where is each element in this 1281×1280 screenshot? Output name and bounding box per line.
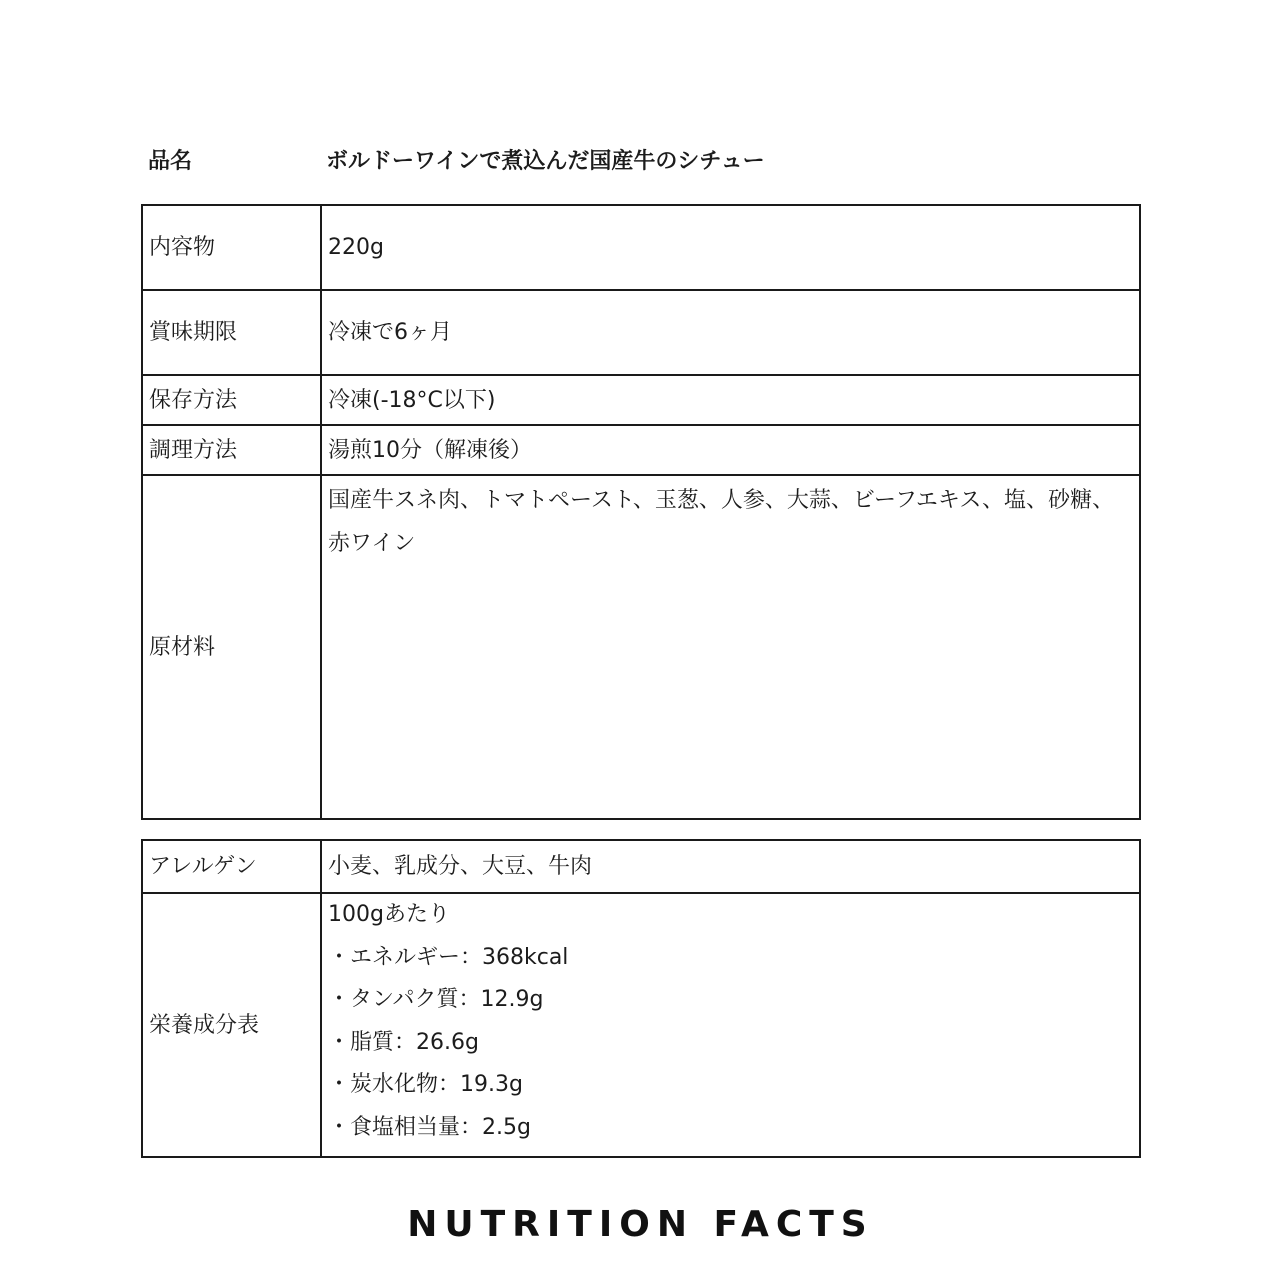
nutrition-basis: 100gあたり: [328, 902, 450, 927]
table-row-ingredients: [142, 475, 1140, 819]
nutrition-protein: ・タンパク質：12.9g: [328, 987, 544, 1012]
nutrition-energy: ・エネルギー：368kcal: [328, 944, 569, 970]
ingredients-value: 国産牛スネ肉、トマトペースト、玉葱、人参、大蒜、ビーフエキス、塩、砂糖、赤ワイン: [321, 475, 1140, 819]
storage-value: 冷凍(-18°C以下): [321, 375, 1140, 425]
product-name-header: [148, 145, 1140, 179]
allergen-label: アレルゲン: [142, 840, 321, 893]
table-row-cooking: [142, 425, 1140, 475]
table-row-shelf-life: [142, 290, 1140, 375]
nutrition-carbohydrate: ・炭水化物：19.3g: [328, 1072, 523, 1097]
nutrition-salt: ・食塩相当量：2.5g: [328, 1114, 531, 1140]
allergen-nutrition-table: [141, 839, 1141, 1158]
product-spec-table: [141, 204, 1141, 820]
shelf-life-value: 冷凍で6ヶ月: [321, 290, 1140, 375]
table-row-nutrition: [142, 893, 1140, 1157]
table-row-storage: [142, 375, 1140, 425]
storage-label: 保存方法: [142, 375, 321, 425]
contents-value: 220g: [321, 205, 1140, 290]
allergen-value: 小麦、乳成分、大豆、牛肉: [321, 840, 1140, 893]
nutrition-label: 栄養成分表: [142, 893, 321, 1157]
ingredients-label: 原材料: [142, 475, 321, 819]
nutrition-values: [321, 893, 1140, 1157]
product-name-value: ボルドーワインで煮込んだ国産牛のシチュー: [326, 149, 765, 174]
product-name-label: 品名: [148, 149, 193, 174]
nutrition-fat: ・脂質：26.6g: [328, 1029, 479, 1055]
table-row-contents: [142, 205, 1140, 290]
table-row-allergen: [142, 840, 1140, 893]
nutrition-facts-title: NUTRITION FACTS: [407, 1204, 874, 1245]
contents-label: 内容物: [142, 205, 321, 290]
shelf-life-label: 賞味期限: [142, 290, 321, 375]
cooking-value: 湯煎10分（解凍後）: [321, 425, 1140, 475]
cooking-label: 調理方法: [142, 425, 321, 475]
